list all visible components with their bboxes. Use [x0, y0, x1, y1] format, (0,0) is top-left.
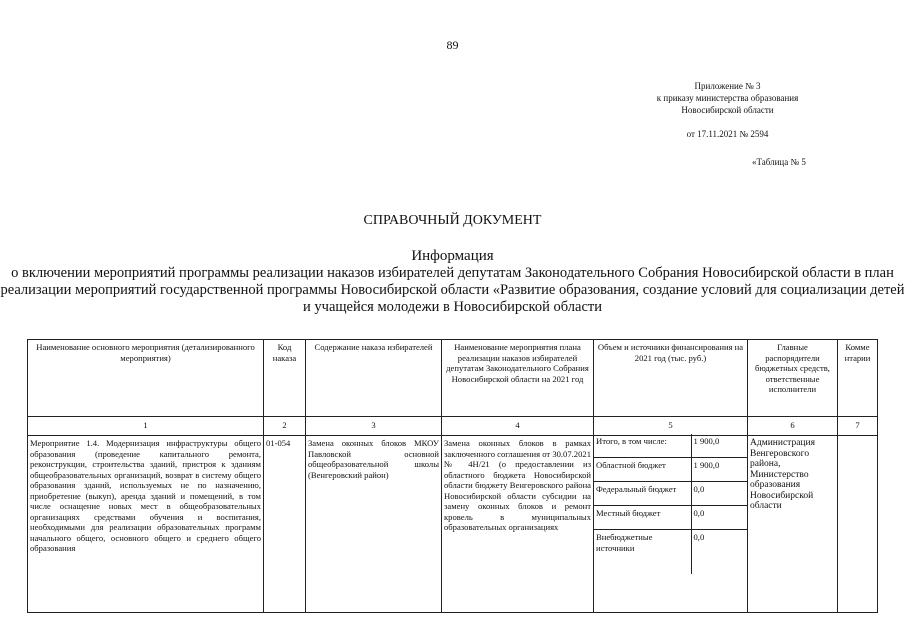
appendix-line-2: к приказу министерства образования: [656, 93, 799, 103]
column-number: 3: [306, 417, 442, 436]
financing-cell: [594, 436, 748, 613]
financing-row: [594, 458, 748, 482]
column-number: 7: [838, 417, 878, 436]
header-row: [28, 340, 878, 417]
measure-cell: Мероприятие 1.4. Модернизация инфраструктуры общего образования (проведение капитального ремонта, реконструкции, строительства зданий, пристроя к зданиям общеобразовательных организаций, возврат в систему общего образования зданий, используемых не по назначению, приобретение (выкуп), аренда зданий и помещений, в том числе оснащение новых мест в общеобразовательных организациях средствами обучения и воспитания, необходимыми для реализации образовательных программ начального общего, основного общего и среднего общего образования: [28, 436, 264, 613]
header-code: Код наказа: [264, 340, 306, 417]
appendix-line-3: Новосибирской области: [681, 105, 774, 115]
financing-row: [594, 482, 748, 506]
financing-amount: 0,0: [691, 506, 748, 530]
code-cell: 01-054: [264, 436, 306, 613]
executors-cell: Администрация Венгеровского района, Министерство образования Новосибирской области: [748, 436, 838, 613]
document-title: СПРАВОЧНЫЙ ДОКУМЕНТ: [363, 213, 542, 228]
column-number-row: [28, 417, 878, 436]
header-comments: Комме нтарии: [838, 340, 878, 417]
header-content: Содержание наказа избирателей: [306, 340, 442, 417]
column-number: 1: [28, 417, 264, 436]
information-heading: Информация: [411, 248, 494, 264]
column-number: 6: [748, 417, 838, 436]
header-measure: Наименование основного мероприятия (детализированного мероприятия): [28, 340, 264, 417]
measures-table: [27, 339, 878, 613]
column-number: 2: [264, 417, 306, 436]
financing-amount: 1 900,0: [691, 458, 748, 482]
appendix-date: от 17.11.2021 № 2594: [686, 129, 769, 139]
financing-source: Федеральный бюджет: [594, 482, 691, 506]
financing-amount: 0,0: [691, 482, 748, 506]
page-number: 89: [446, 38, 459, 52]
table-row: [28, 436, 878, 613]
financing-row: [594, 506, 748, 530]
financing-source: Местный бюджет: [594, 506, 691, 530]
financing-source: Внебюджетные источники: [596, 532, 653, 553]
header-plan-item: Наименование мероприятия плана реализации наказов избирателей депутатам Законодательного Собрания Новосибирской области на 2021 год: [442, 340, 594, 417]
appendix-block: [600, 80, 855, 140]
information-heading-block: [0, 248, 905, 316]
financing-amount: 0,0: [691, 530, 748, 575]
financing-row: [594, 434, 748, 458]
comment-cell: [838, 436, 878, 613]
table-reference: «Таблица № 5: [752, 157, 806, 167]
financing-source: Областной бюджет: [594, 458, 691, 482]
financing-source: Итого, в том числе:: [594, 434, 691, 458]
column-number: 5: [594, 417, 748, 436]
header-financing: Объем и источники финансирования на 2021 год (тыс. руб.): [594, 340, 748, 417]
appendix-line-1: Приложение № 3: [694, 81, 761, 91]
plan-item-cell: Замена оконных блоков в рамках заключенного соглашения от 30.07.2021 № 4Н/21 (о предоставлении из областного бюджета Новосибирской области бюджету Венгеровского района Новосибирской области субсидии на замену оконных блоков и ремонт кровель в муниципальных образовательных организациях: [442, 436, 594, 613]
header-executors: Главные распорядители бюджетных средств, ответственные исполнители: [748, 340, 838, 417]
information-body: о включении мероприятий программы реализации наказов избирателей депутатам Законодательного Собрания Новосибирской области в план реализации мероприятий государственной программы Новосибирской области «Развитие образования, создание условий для социализации детей и учащейся молодежи в Новосибирской области: [0, 265, 905, 315]
column-number: 4: [442, 417, 594, 436]
content-cell: Замена оконных блоков МКОУ Павловской основной общеобразовательной школы (Венгеровский район): [306, 436, 442, 613]
financing-amount: 1 900,0: [691, 434, 748, 458]
financing-row: [594, 530, 748, 575]
financing-table: [594, 434, 748, 574]
